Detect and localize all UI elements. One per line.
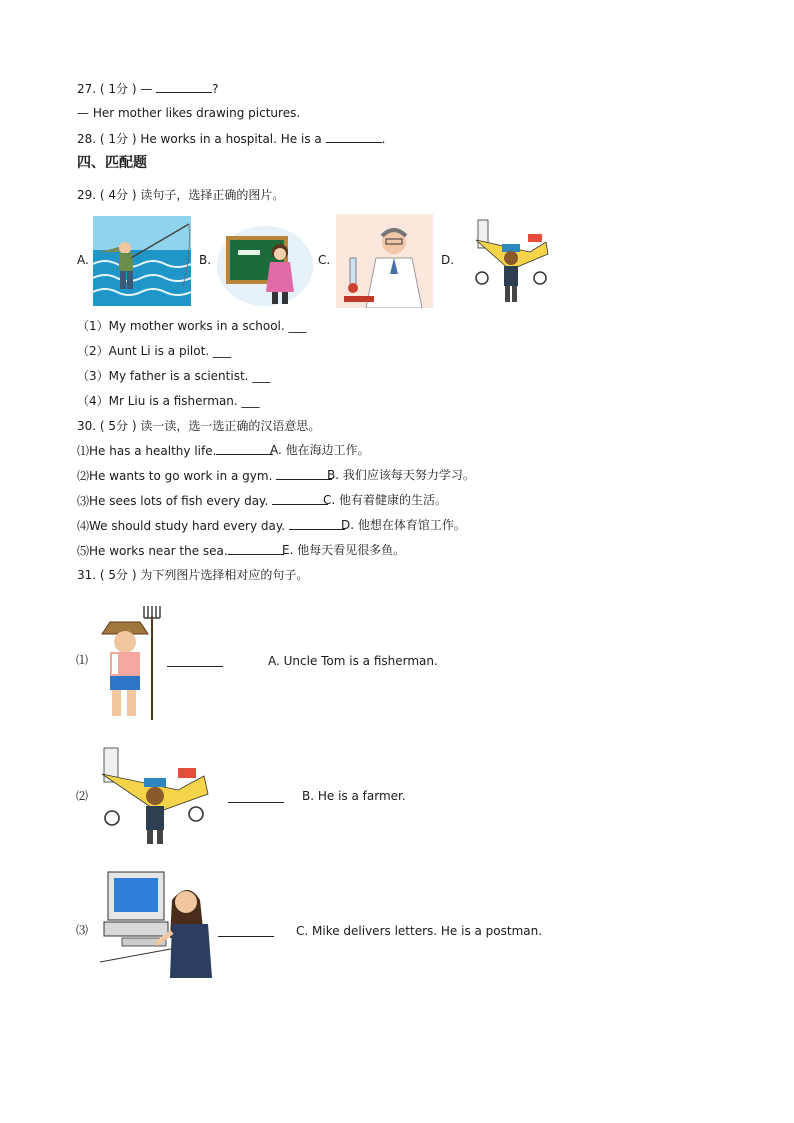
q30-stem: 30. ( 5分 ) 读一读，选一选正确的汉语意思。 xyxy=(77,419,321,433)
q29-item-2: （2）Aunt Li is a pilot. ___ xyxy=(77,344,231,358)
q31-sentence-b: B. He is a farmer. xyxy=(302,789,406,803)
q27-answer: — Her mother likes drawing pictures. xyxy=(77,106,301,120)
q28-stem: 28. ( 1分 ) He works in a hospital. He is a xyxy=(77,132,322,146)
q30-choice-c: C. 他有着健康的生活。 xyxy=(323,493,448,507)
q29-option-b-letter: B. xyxy=(199,253,212,267)
computer-worker-picture-icon xyxy=(100,866,216,984)
q30-item-3: ⑶He sees lots of fish every day. xyxy=(77,494,269,508)
q27-line xyxy=(77,80,219,97)
q31-stem: 31. ( 5分 ) 为下列图片选择相对应的句子。 xyxy=(77,568,309,582)
q29-option-c-letter: C. xyxy=(318,253,331,267)
q30-item-5: ⑸He works near the sea. xyxy=(77,544,228,558)
q30-choice-e: E. 他每天看见很多鱼。 xyxy=(282,543,406,557)
q27-after: ? xyxy=(212,82,219,96)
q31-blank-3[interactable] xyxy=(218,924,274,937)
q30-item-4: ⑷We should study hard every day. xyxy=(77,519,286,533)
q30-blank-3[interactable] xyxy=(272,492,328,505)
q31-blank-2[interactable] xyxy=(228,790,284,803)
q30-choice-d: D. 他想在体育馆工作。 xyxy=(341,518,466,532)
q29-item-3: （3）My father is a scientist. ___ xyxy=(77,369,271,383)
q30-row xyxy=(77,492,328,509)
pilot-picture-icon xyxy=(98,740,212,846)
q30-row xyxy=(77,517,345,534)
q30-choice-a: A. 他在海边工作。 xyxy=(270,443,370,457)
q31-num-1: ⑴ xyxy=(76,653,89,667)
farmer-picture-icon xyxy=(96,604,166,724)
pilot-picture-icon xyxy=(470,214,552,306)
teacher-picture-icon xyxy=(216,216,314,306)
q30-row xyxy=(77,442,273,459)
q30-row xyxy=(77,542,284,559)
q29-option-d-letter: D. xyxy=(441,253,455,267)
section-title: 四、匹配题 xyxy=(77,155,147,171)
q29-stem: 29. ( 4分 ) 读句子，选择正确的图片。 xyxy=(77,188,285,202)
q30-blank-1[interactable] xyxy=(216,442,273,455)
q30-blank-4[interactable] xyxy=(289,517,345,530)
q31-num-3: ⑶ xyxy=(76,923,89,937)
q31-num-2: ⑵ xyxy=(76,789,89,803)
q30-blank-5[interactable] xyxy=(228,542,284,555)
q31-sentence-c: C. Mike delivers letters. He is a postman. xyxy=(296,924,543,938)
scientist-picture-icon xyxy=(336,214,433,308)
q27-stem: 27. ( 1分 ) — xyxy=(77,82,153,96)
q29-option-a-letter: A. xyxy=(77,253,89,267)
q28-blank[interactable] xyxy=(326,130,382,143)
q30-row xyxy=(77,467,332,484)
q27-blank[interactable] xyxy=(156,80,212,93)
fisherman-picture-icon xyxy=(93,216,191,306)
q30-blank-2[interactable] xyxy=(276,467,332,480)
q30-item-2: ⑵He wants to go work in a gym. xyxy=(77,469,273,483)
q29-item-4: （4）Mr Liu is a fisherman. ___ xyxy=(77,394,260,408)
q29-item-1: （1）My mother works in a school. ___ xyxy=(77,319,307,333)
q28-after: . xyxy=(381,132,386,146)
q30-item-1: ⑴He has a healthy life. xyxy=(77,444,217,458)
q31-sentence-a: A. Uncle Tom is a fisherman. xyxy=(268,654,438,668)
q31-blank-1[interactable] xyxy=(167,654,223,667)
q28-line xyxy=(77,130,385,147)
q30-choice-b: B. 我们应该每天努力学习。 xyxy=(327,468,475,482)
